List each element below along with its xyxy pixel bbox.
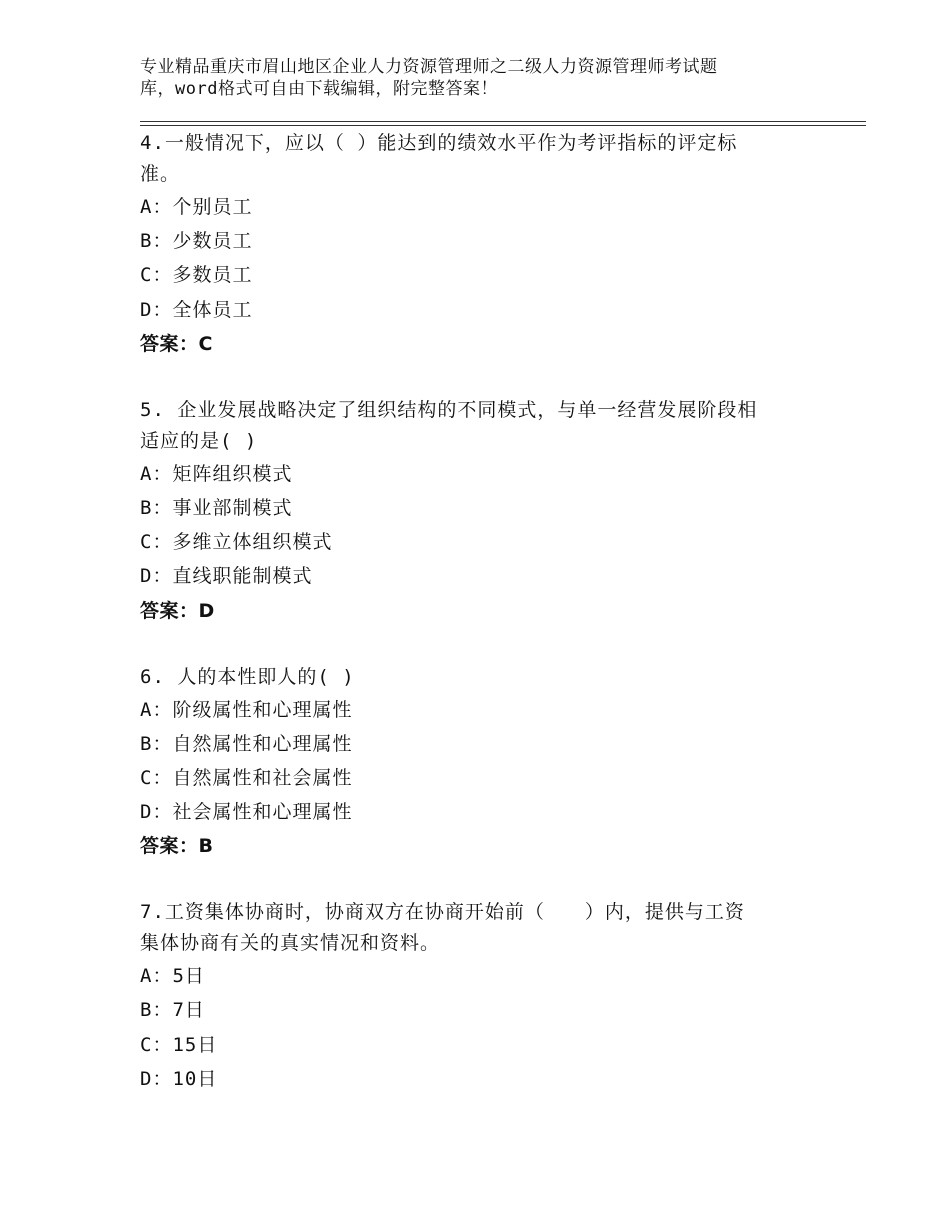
question-6 <box>140 662 840 864</box>
option-c: C：多数员工 <box>140 264 253 287</box>
spacer <box>140 361 840 395</box>
spacer <box>140 863 840 897</box>
stem-line-1: 5. 企业发展战略决定了组织结构的不同模式，与单一经营发展阶段相 <box>140 398 758 421</box>
header-line-2: 库，word格式可自由下载编辑，附完整答案！ <box>140 79 498 99</box>
answer-label: 答案：D <box>140 599 215 622</box>
option-d: D：10日 <box>140 1067 218 1090</box>
option-c: C：15日 <box>140 1033 218 1056</box>
answer-label: 答案：C <box>140 332 213 355</box>
option-a: A：5日 <box>140 965 205 988</box>
stem-line-2: 集体协商有关的真实情况和资料。 <box>140 932 441 955</box>
option-d: D：社会属性和心理属性 <box>140 801 353 824</box>
question-5 <box>140 395 840 628</box>
question-stem <box>140 897 840 959</box>
header-divider-bottom <box>140 125 866 126</box>
option-a: A：阶级属性和心理属性 <box>140 698 353 721</box>
question-7 <box>140 897 840 1096</box>
stem-line-1: 4.一般情况下，应以（ ）能达到的绩效水平作为考评指标的评定标 <box>140 132 738 154</box>
question-stem <box>140 662 840 693</box>
spacer <box>140 628 840 662</box>
document-header <box>140 56 790 100</box>
question-stem <box>140 128 840 190</box>
stem-line-2: 准。 <box>140 163 181 185</box>
header-line-1: 专业精品重庆市眉山地区企业人力资源管理师之二级人力资源管理师考试题 <box>140 57 718 77</box>
header-divider-top <box>140 121 866 122</box>
option-a: A：矩阵组织模式 <box>140 462 293 485</box>
option-b: B：7日 <box>140 999 205 1022</box>
question-4 <box>140 128 840 361</box>
option-d: D：全体员工 <box>140 298 253 321</box>
option-c: C：自然属性和社会属性 <box>140 766 353 789</box>
option-b: B：事业部制模式 <box>140 496 293 519</box>
stem-line-1: 7.工资集体协商时，协商双方在协商开始前（ ）内，提供与工资 <box>140 901 745 924</box>
question-list <box>140 128 840 1096</box>
option-a: A：个别员工 <box>140 196 253 218</box>
stem-line-1: 6. 人的本性即人的( ) <box>140 665 355 688</box>
option-b: B：自然属性和心理属性 <box>140 732 353 755</box>
option-d: D：直线职能制模式 <box>140 565 313 588</box>
option-c: C：多维立体组织模式 <box>140 531 333 554</box>
question-stem <box>140 395 840 457</box>
stem-line-2: 适应的是( ) <box>140 429 258 452</box>
option-b: B：少数员工 <box>140 230 253 253</box>
answer-label: 答案：B <box>140 835 214 858</box>
